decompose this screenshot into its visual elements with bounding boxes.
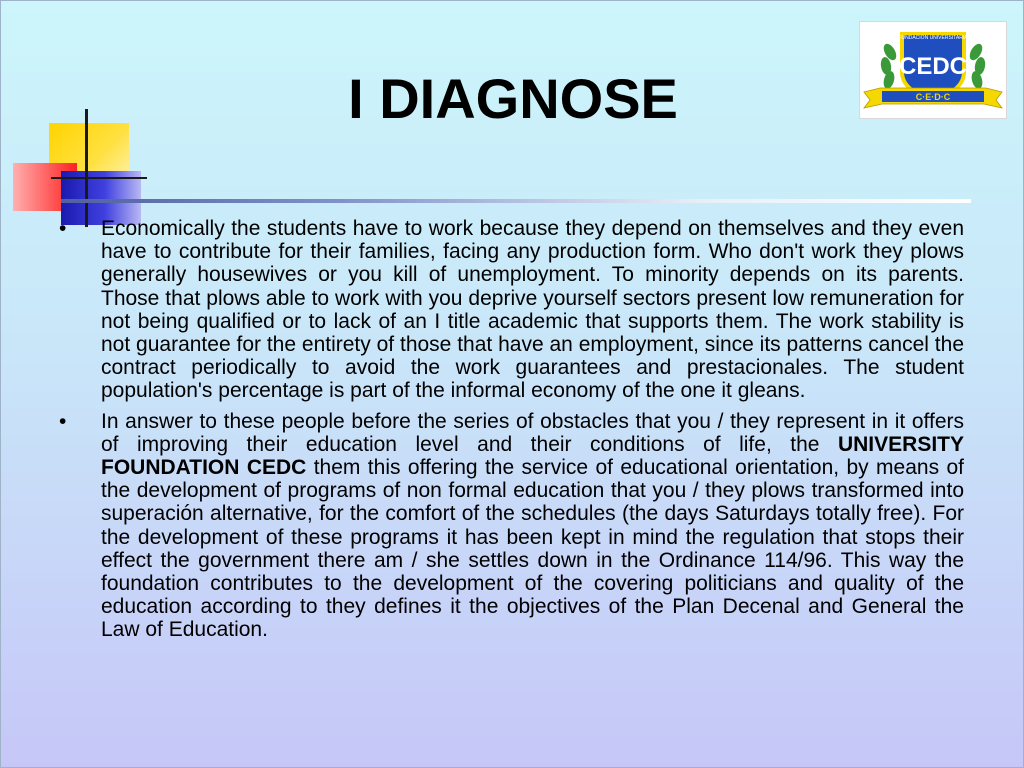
slide-title: I DIAGNOSE [348,67,678,130]
bullet-text-after: them this offering the service of educational orientation, by means of the development of programs of non formal education that you / they plows transformed into superación alternative, for the comfort of the schedules (the days Saturdays totally free). For the development of these programs it has been kept in mind the regulation that stops their effect the government there am / she settles down in the Ordinance 114/96. This way the foundation contributes to the development of the covering politicians and quality of the education according to they defines it the objectives of the Plan Decenal and General the Law of Education. [101,456,964,642]
logo-top-text: FUNDACION UNIVERSITARIA [898,35,968,41]
logo-ribbon-text: C·E·D·C [915,92,951,102]
bullet-item [57,217,964,403]
foundation-name: UNIVERSITY FOUNDATION CEDC [101,432,964,480]
bullet-item [57,410,964,642]
logo-center-text: CEDC [898,53,968,80]
bullet-text: Economically the students have to work because they depend on themselves and they even have to contribute for their families, facing any production form. Who don't work they plows generally housewives or you kill of unemployment. To minority depends on its parents. Those that plows able to work with you deprive yourself sectors present low remuneration for not being qualified or to lack of an I title academic that supports them. The work stability is not guarantee for the entirety of those that have an employment, since its patterns cancel the contract periodically to avoid the work guarantees and prestacionales. The student population's percentage is part of the informal economy of the one it gleans. [101,217,964,403]
bullet-marker: • [59,409,67,433]
bullet-marker: • [59,217,67,240]
horizontal-line [51,177,147,179]
title-divider-line [61,199,971,203]
bullet-text-before: In answer to these people before the series of obstacles that you / they represent in it offers of improving their education level and their conditions of life, the [101,409,964,456]
cedc-logo [859,21,1007,119]
bullet-list [57,217,964,649]
cedc-logo-graphic [860,22,1006,118]
